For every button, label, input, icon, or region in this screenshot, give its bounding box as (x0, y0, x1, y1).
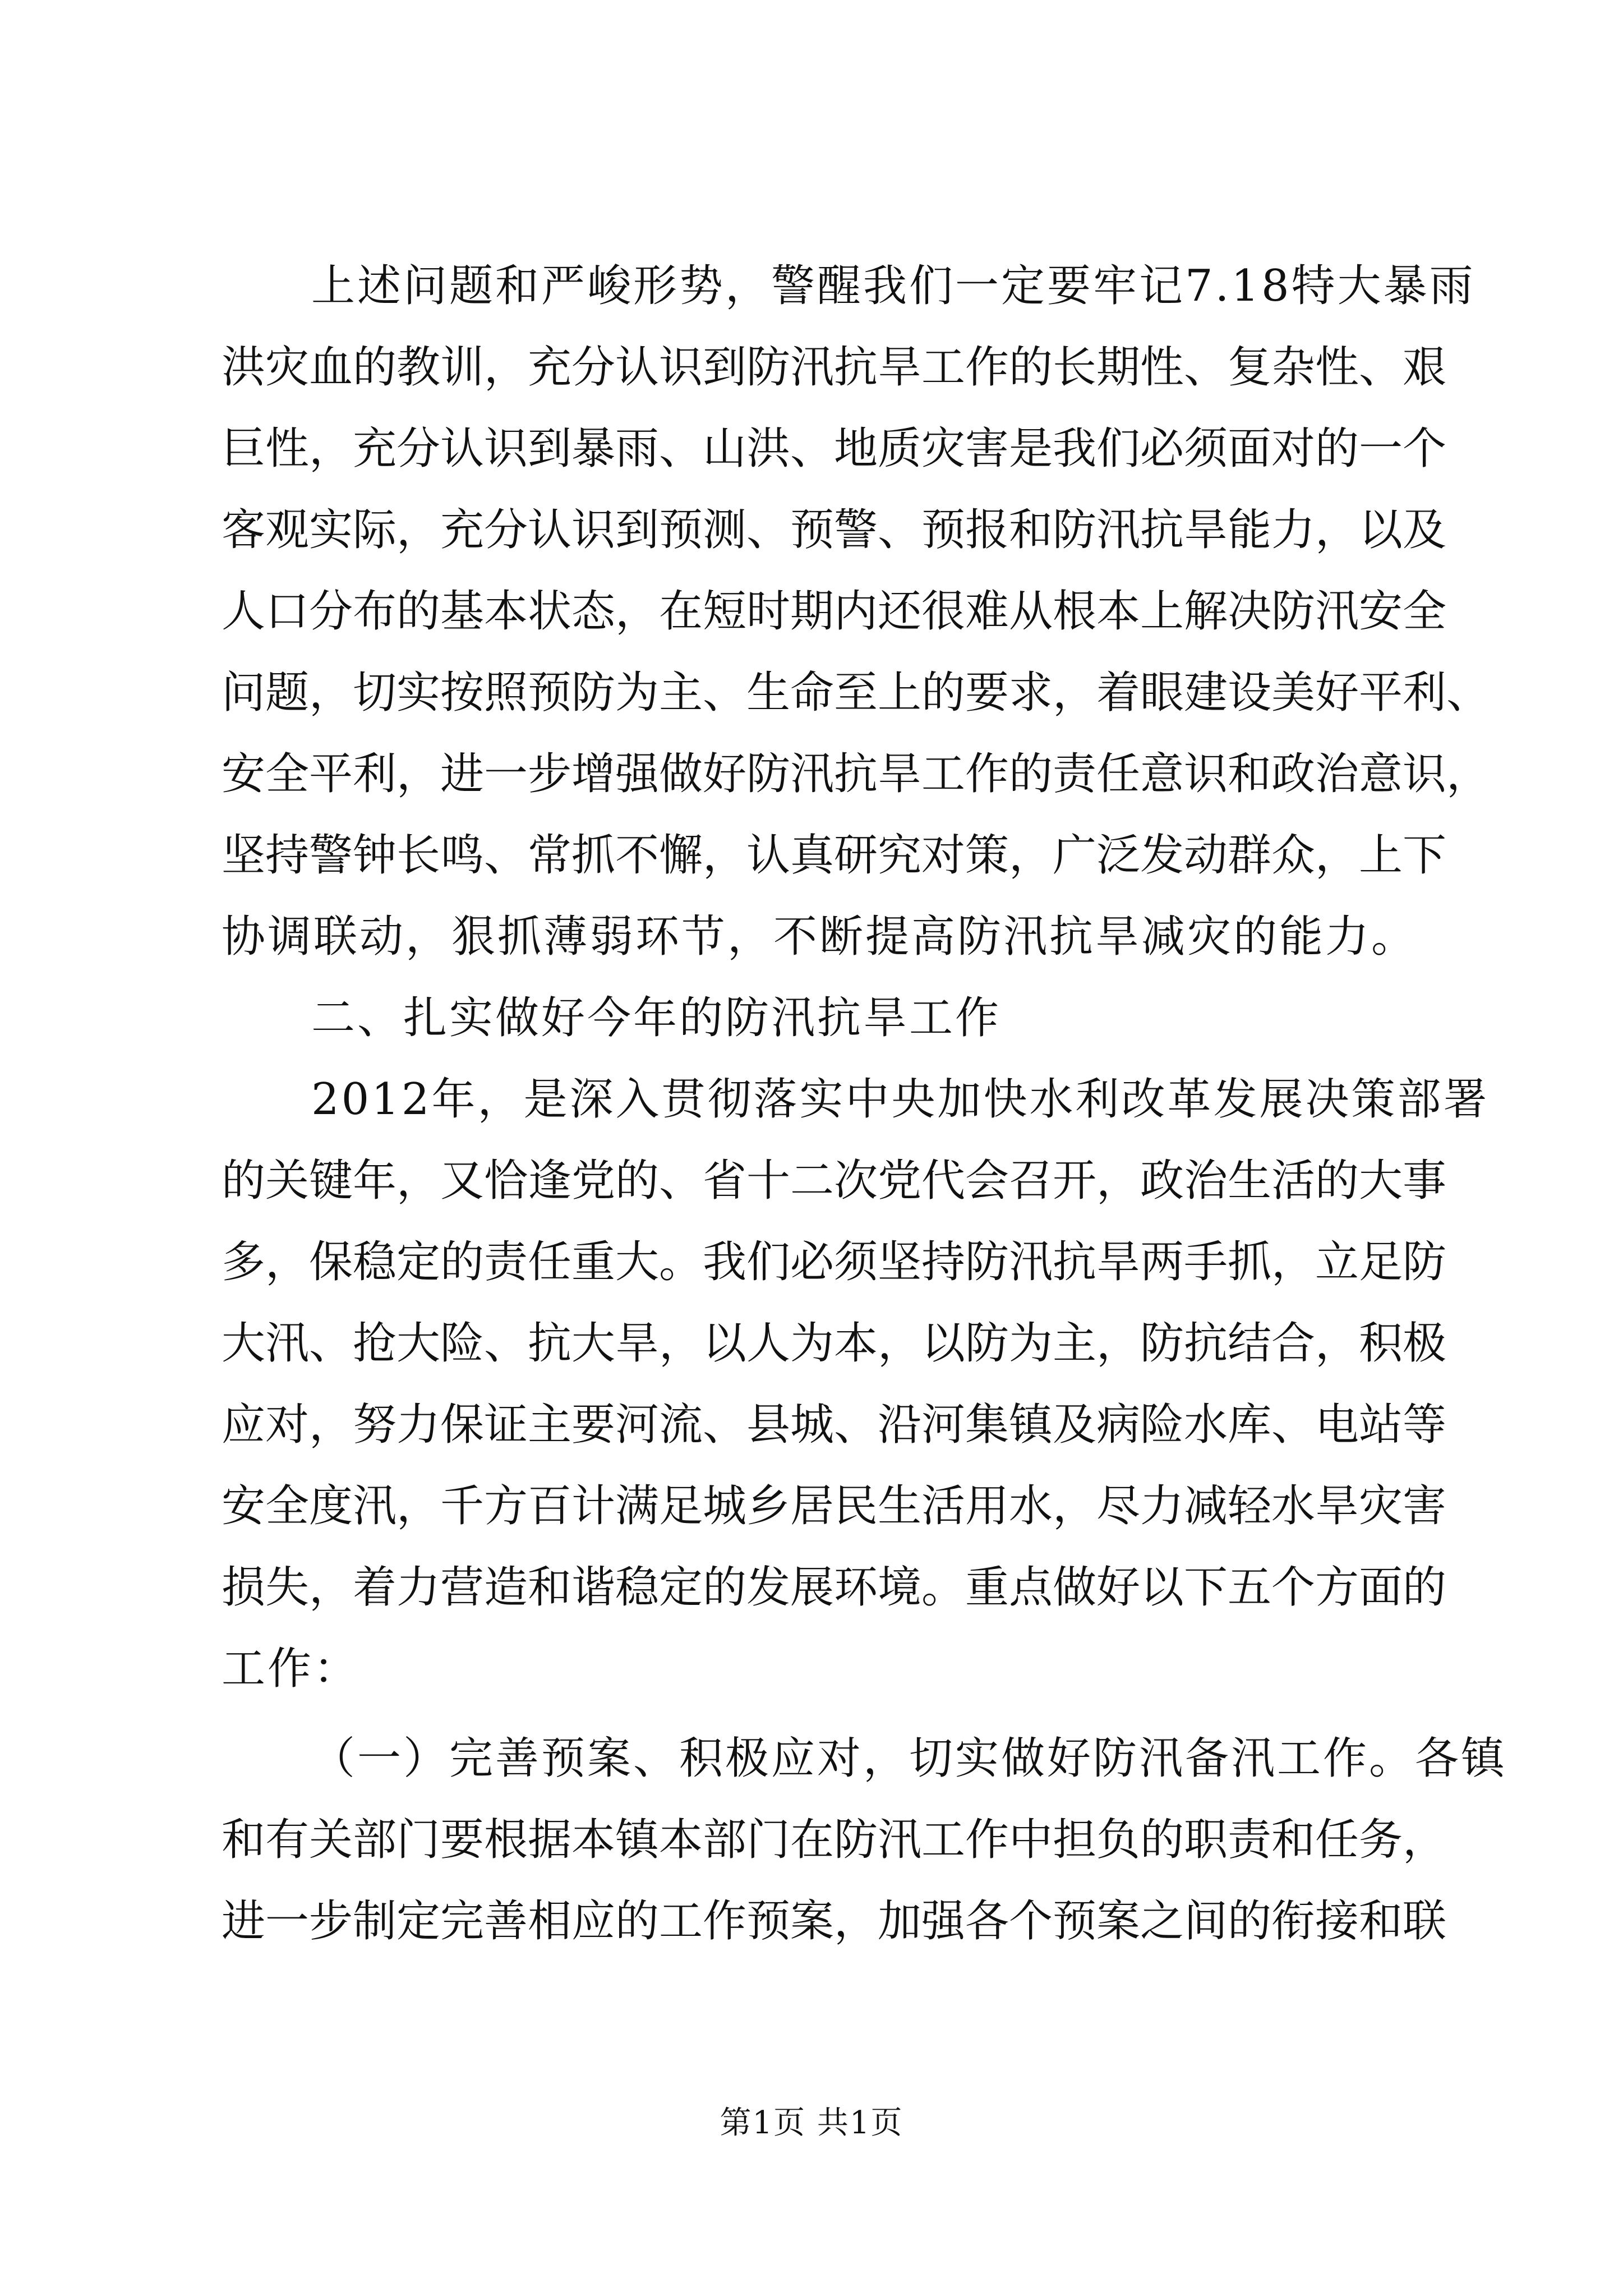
text-line-7: 安全平利，进一步增强做好防汛抗旱工作的责任意识和政治意识， (222, 749, 1491, 799)
text-line-5: 人口分布的基本状态，在短时期内还很难从根本上解决防汛安全 (222, 586, 1447, 637)
text-line-16: 安全度汛，千方百计满足城乡居民生活用水，尽力减轻水旱灾害 (222, 1481, 1447, 1531)
text-line-4: 客观实际，充分认识到预测、预警、预报和防汛抗旱能力，以及 (222, 505, 1447, 555)
text-line-13: 多，保稳定的责任重大。我们必须坚持防汛抗旱两手抓，立足防 (222, 1237, 1447, 1287)
text-line-20: 和有关部门要根据本镇本部门在防汛工作中担负的职责和任务， (222, 1815, 1447, 1865)
section-heading: 二、扎实做好今年的防汛抗旱工作 (311, 993, 1002, 1043)
text-line-15: 应对，努力保证主要河流、县城、沿河集镇及病险水库、电站等 (222, 1400, 1447, 1450)
text-line-2: 洪灾血的教训，充分认识到防汛抗旱工作的长期性、复杂性、艰 (222, 342, 1447, 393)
text-line-14: 大汛、抢大险、抗大旱，以人为本，以防为主，防抗结合，积极 (222, 1318, 1447, 1369)
text-line-1: 上述问题和严峻形势，警醒我们一定要牢记7.18特大暴雨 (311, 261, 1476, 311)
text-line-12: 的关键年，又恰逢党的、省十二次党代会召开，政治生活的大事 (222, 1156, 1447, 1206)
text-line-11: 2012年，是深入贯彻落实中央加快水利改革发展决策部署 (311, 1074, 1490, 1125)
text-line-3: 巨性，充分认识到暴雨、山洪、地质灾害是我们必须面对的一个 (222, 424, 1447, 474)
text-line-18: 工作： (222, 1644, 360, 1694)
text-line-6: 问题，切实按照预防为主、生命至上的要求，着眼建设美好平利、 (222, 668, 1491, 718)
page-number-footer: 第1页 共1页 (720, 2105, 903, 2141)
text-line-21: 进一步制定完善相应的工作预案，加强各个预案之间的衔接和联 (222, 1896, 1447, 1947)
text-line-9: 协调联动，狠抓薄弱环节，不断提高防汛抗旱减灾的能力。 (222, 912, 1418, 962)
text-line-17: 损失，着力营造和谐稳定的发展环境。重点做好以下五个方面的 (222, 1562, 1447, 1613)
text-line-8: 坚持警钟长鸣、常抓不懈，认真研究对策，广泛发动群众，上下 (222, 830, 1447, 881)
subsection-heading: （一）完善预案、积极应对，切实做好防汛备汛工作。各镇 (311, 1733, 1507, 1784)
